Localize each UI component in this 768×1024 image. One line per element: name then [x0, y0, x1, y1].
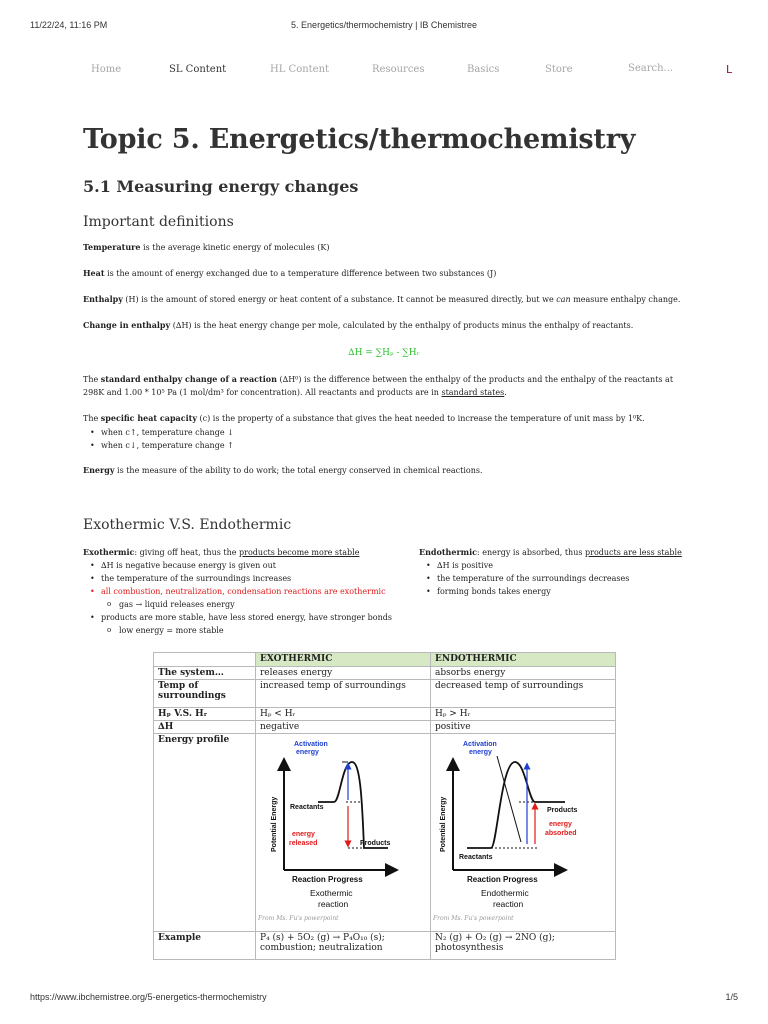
list-item: • forming bonds takes energy [421, 585, 629, 598]
definition-energy: Energy is the measure of the ability to do work; the total energy conserved in chemical reactions. [83, 465, 483, 475]
table-row: Hₚ V.S. Hᵣ Hₚ < Hᵣ Hₚ > Hᵣ [154, 708, 616, 721]
endothermic-intro: Endothermic: energy is absorbed, thus products are less stable [419, 547, 682, 557]
exo-endo-heading: Exothermic V.S. Endothermic [83, 517, 292, 533]
endothermic-list [421, 559, 629, 598]
list-item: • when c↓, temperature change ↑ [85, 439, 234, 452]
table-header-blank [154, 653, 256, 667]
page-title: Topic 5. Energetics/thermochemistry [83, 124, 636, 155]
list-item: o low energy = more stable [85, 624, 392, 637]
exothermic-list [85, 559, 392, 637]
list-item: • products are more stable, have less stored energy, have stronger bonds [85, 611, 392, 624]
reactants-label: Reactants [290, 804, 324, 811]
energy-label: energy [292, 831, 315, 838]
activation-label-1: Activation [463, 741, 497, 748]
site-nav [0, 58, 768, 84]
table-header-endothermic: ENDOTHERMIC [431, 653, 616, 667]
nav-basics[interactable]: Basics [467, 64, 500, 75]
list-item: • all combustion, neutralization, condensation reactions are exothermic [85, 585, 392, 598]
definition-temperature: Temperature is the average kinetic energy of molecules (K) [83, 242, 330, 252]
image-credit: From Ms. Fu's powerpoint [258, 915, 339, 922]
specific-heat-list [85, 426, 234, 452]
energy-curve [318, 762, 391, 848]
search-input[interactable]: Search... [628, 63, 674, 74]
x-axis-label: Reaction Progress [467, 875, 538, 884]
caption-line-2: reaction [318, 899, 349, 909]
caption-line-2: reaction [493, 899, 524, 909]
enthalpy-formula: ∆H = ∑Hₚ - ∑Hᵣ [348, 348, 420, 358]
products-label: Products [547, 807, 578, 814]
caption-line-1: Endothermic [481, 888, 529, 898]
products-label: Products [360, 840, 391, 847]
exothermic-energy-diagram [256, 736, 426, 928]
image-credit: From Ms. Fu's powerpoint [433, 915, 514, 922]
login-link[interactable]: L [726, 63, 733, 76]
list-item: • the temperature of the surroundings increases [85, 572, 392, 585]
activation-label-1: Activation [294, 741, 328, 748]
example-endo-equation: N₂ (g) + O₂ (g) → 2NO (g); [435, 933, 555, 943]
definition-enthalpy-change: Change in enthalpy (∆H) is the heat energy change per mole, calculated by the enthalpy of products minus the enthalpy of reactants. [83, 320, 634, 330]
nav-home[interactable]: Home [91, 64, 122, 75]
comparison-table [153, 652, 616, 968]
table-row: The system… releases energy absorbs energy [154, 667, 616, 680]
energy-profile-label: Energy profile [154, 734, 256, 932]
standard-states-link[interactable]: standard states [441, 388, 505, 397]
y-axis-label: Potential Energy [271, 796, 278, 852]
definitions-heading: Important definitions [83, 214, 234, 230]
endothermic-energy-diagram [431, 736, 611, 928]
list-item: o gas → liquid releases energy [85, 598, 392, 611]
table-row [154, 932, 616, 960]
activation-label-2: energy [296, 749, 319, 756]
example-exo-equation: P₄ (s) + 5O₂ (g) → P₄O₁₀ (s); [260, 933, 385, 943]
released-label: released [289, 840, 318, 847]
nav-store[interactable]: Store [545, 64, 573, 75]
table-row: ∆H negative positive [154, 721, 616, 734]
y-axis-label: Potential Energy [440, 796, 447, 852]
table-header-exothermic: EXOTHERMIC [256, 653, 431, 667]
example-endo-types: photosynthesis [435, 943, 504, 953]
print-page-title: 5. Energetics/thermochemistry | IB Chemistree [291, 20, 477, 30]
activation-label-2: energy [469, 749, 492, 756]
energy-label: energy [549, 821, 572, 828]
x-axis-label: Reaction Progress [292, 875, 363, 884]
print-header [0, 20, 768, 34]
definition-heat: Heat is the amount of energy exchanged due to a temperature difference between two substances (J) [83, 268, 497, 278]
nav-hl-content[interactable]: HL Content [270, 64, 330, 75]
definition-specific-heat: The specific heat capacity (c) is the property of a substance that gives the heat needed to increase the temperature of unit mass by 1⁰K. [83, 413, 645, 423]
nav-sl-content[interactable]: SL Content [169, 64, 227, 75]
exothermic-intro: Exothermic: giving off heat, thus the products become more stable [83, 547, 360, 557]
list-item: • ∆H is positive [421, 559, 629, 572]
caption-line-1: Exothermic [310, 888, 353, 898]
list-item: • when c↑, temperature change ↓ [85, 426, 234, 439]
print-timestamp: 11/22/24, 11:16 PM [30, 20, 108, 30]
reactants-label: Reactants [459, 854, 493, 861]
print-url: https://www.ibchemistree.org/5-energetics-thermochemistry [30, 992, 267, 1002]
definition-standard-enthalpy: The standard enthalpy change of a reaction (∆H⁰) is the difference between the enthalpy of the products and the enthalpy of the reactants at 298K and 1.00 * 10⁵ Pa (1 mol/dm³ for concentration). All reactants and products are in standard states. [83, 374, 674, 397]
table-row [154, 734, 616, 932]
example-label: Example [154, 932, 256, 960]
section-subtitle: 5.1 Measuring energy changes [83, 177, 359, 196]
nav-resources[interactable]: Resources [372, 64, 425, 75]
absorbed-label: absorbed [545, 830, 577, 837]
print-page-number: 1/5 [725, 992, 738, 1002]
print-footer [0, 992, 768, 1006]
definition-enthalpy: Enthalpy (H) is the amount of stored energy or heat content of a substance. It cannot be measured directly, but we can measure enthalpy change. [83, 294, 681, 304]
list-item: • the temperature of the surroundings decreases [421, 572, 629, 585]
example-exo-types: combustion; neutralization [260, 943, 383, 953]
table-row: Temp of surroundings increased temp of surroundings decreased temp of surroundings [154, 680, 616, 708]
list-item: • ∆H is negative because energy is given out [85, 559, 392, 572]
